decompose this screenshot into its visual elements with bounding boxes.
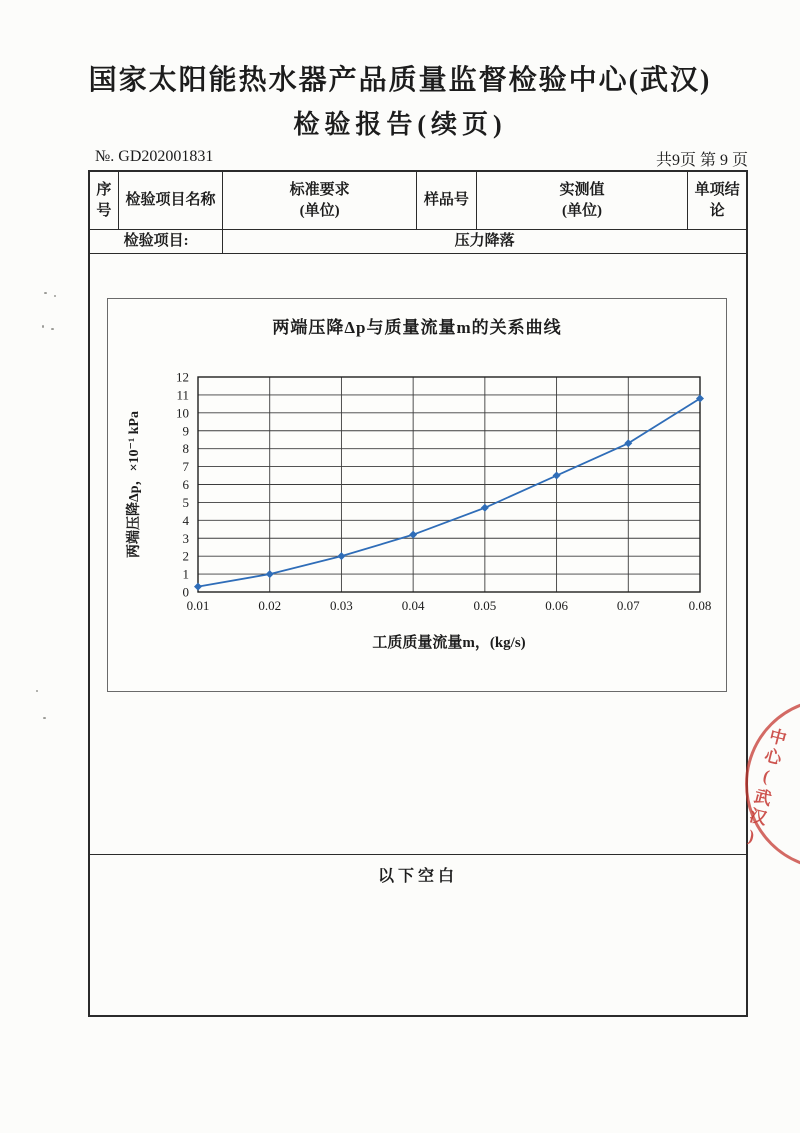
page-number: 共9页 第 9 页 [655,152,748,169]
header-standard [223,172,417,230]
svg-text:1: 1 [182,566,189,582]
red-stamp-text: 中心(武汉) [739,725,788,851]
svg-text:8: 8 [182,441,189,457]
scan-speck [43,717,46,719]
header-conclusion-label: 单项结论 [694,182,740,219]
header-item-name-label: 检验项目名称 [125,192,216,209]
scan-speck [42,325,44,328]
svg-text:0.04: 0.04 [401,598,425,613]
scan-speck [54,295,56,297]
inspection-table [88,170,748,1017]
footer-note: 以下空白 [377,868,458,885]
svg-text:10: 10 [176,405,189,421]
svg-text:11: 11 [176,387,189,403]
svg-text:5: 5 [182,494,189,510]
svg-text:工质质量流量m，(kg/s): 工质质量流量m，(kg/s) [372,635,526,651]
svg-text:两端压降Δp，×10⁻¹ kPa: 两端压降Δp，×10⁻¹ kPa [127,411,142,558]
svg-text:7: 7 [182,459,189,475]
svg-text:0.02: 0.02 [258,598,282,613]
item-row [90,230,746,254]
header-sample [417,172,477,230]
chart-title: 两端压降Δp与质量流量m的关系曲线 [272,318,562,337]
header-item-name [119,172,223,230]
svg-text:3: 3 [182,530,189,546]
pressure-drop-chart [108,299,726,691]
header-conclusion [688,172,746,230]
svg-text:2: 2 [182,548,189,564]
svg-text:0.06: 0.06 [545,598,568,613]
chart-frame [107,298,727,692]
svg-text:0.01: 0.01 [186,598,210,613]
header-standard-line1: 标准要求 [289,182,350,199]
svg-text:0.03: 0.03 [330,598,353,613]
header-sample-label: 样品号 [423,192,469,209]
item-row-label: 检验项目: [90,230,223,254]
svg-text:0.07: 0.07 [616,598,640,613]
scan-speck [51,328,54,330]
svg-text:0.05: 0.05 [473,598,497,613]
header-measured-line2: (单位) [561,202,602,219]
svg-text:6: 6 [182,477,189,492]
header-seq [90,172,119,230]
scan-speck [44,292,47,294]
header-standard-line2: (单位) [299,202,340,219]
svg-text:4: 4 [182,512,189,528]
svg-text:9: 9 [182,423,189,439]
header-measured-line1: 实测值 [559,182,605,199]
header-measured [477,172,689,230]
svg-text:12: 12 [176,369,189,385]
report-number: №. GD202001831 [95,148,214,165]
document-subtitle: 检验报告(续页) [293,110,507,139]
header-seq-label: 序号 [96,182,112,219]
document-title: 国家太阳能热水器产品质量监督检验中心(武汉) [88,65,712,96]
svg-text:0.08: 0.08 [688,598,712,613]
chart-cell [90,254,746,855]
svg-text:0: 0 [182,584,189,600]
table-header-row [90,172,746,230]
scan-speck [36,690,38,692]
item-row-value: 压力降落 [223,230,746,254]
